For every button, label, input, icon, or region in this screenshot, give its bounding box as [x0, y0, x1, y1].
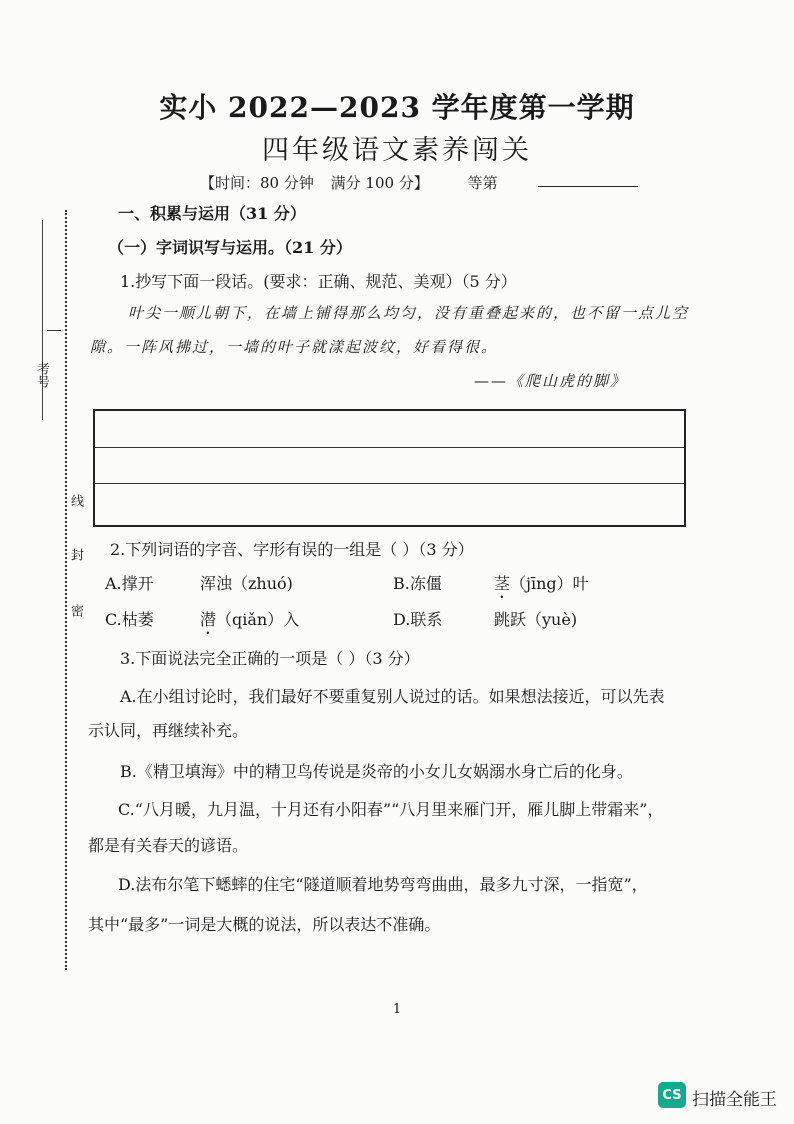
option-b-word: 茎（jīng）叶 [494, 574, 589, 593]
question-3-option-c-line2: 都是有关春天的谚语。 [88, 836, 249, 855]
question-1-passage-line1: 叶尖一顺儿朝下，在墙上铺得那么均匀，没有重叠起来的，也不留一点儿空 [128, 304, 690, 322]
question-3-option-c-line1: C.“八月暖，九月温，十月还有小阳春”“八月里来雁门开，雁儿脚上带霜来”， [118, 800, 664, 819]
question-1-passage-line2: 隙。一阵风拂过，一墙的叶子就漾起波纹，好看得很。 [90, 338, 499, 356]
option-a-word: 浑浊（zhuó) [200, 574, 293, 593]
option-d-label: D.联系 [393, 610, 443, 629]
exam-info [200, 172, 510, 193]
option-b-label: B.冻僵 [393, 574, 442, 593]
grade-label: 等第 [467, 174, 498, 192]
page-number: 1 [392, 1002, 402, 1017]
page-title: 实小 2022—2023 学年度第一学期 [159, 91, 635, 124]
section-heading: 一、积累与运用（31 分） [118, 204, 306, 223]
question-3-option-d-line1: D.法布尔笔下蟋蟀的住宅“隧道顺着地势弯弯曲曲，最多九寸深，一指宽”， [118, 875, 648, 894]
exam-number-label: 考号 [34, 362, 49, 388]
exam-score: 满分 100 分】 [330, 174, 429, 192]
scanner-brand: 扫描全能王 [692, 1090, 777, 1110]
page-subtitle: 四年级语文素养闯关 [262, 135, 532, 166]
question-1-source: ——《爬山虎的脚》 [474, 372, 628, 390]
question-3-option-b: B.《精卫填海》中的精卫鸟传说是炎帝的小女儿女娲溺水身亡后的化身。 [120, 762, 633, 781]
seal-char-line: 线 [68, 494, 83, 507]
camscanner-logo-icon: CS [658, 1082, 686, 1108]
binding-line [42, 220, 43, 420]
question-3-option-a-line1: A.在小组讨论时，我们最好不要重复别人说过的话。如果想法接近，可以先表 [120, 687, 665, 706]
option-a-label: A.撑开 [105, 574, 154, 593]
question-3-prompt: 3.下面说法完全正确的一项是（ ）（3 分） [120, 649, 420, 668]
option-c-word: 潜（qiǎn）入 [200, 610, 300, 629]
grade-blank[interactable] [538, 186, 638, 187]
question-2-prompt: 2.下列词语的字音、字形有误的一组是（ ）（3 分） [110, 540, 474, 559]
exam-number-line [47, 330, 61, 331]
question-1-prompt: 1.抄写下面一段话。(要求：正确、规范、美观）（5 分） [120, 272, 517, 291]
seal-char-seal: 封 [68, 548, 83, 561]
copy-writing-box[interactable] [93, 409, 686, 527]
writing-line [95, 483, 684, 484]
seal-dotted-line [65, 210, 67, 970]
question-3-option-a-line2: 示认同，再继续补充。 [88, 721, 249, 740]
subsection-heading: （一）字词识写与运用。（21 分） [108, 238, 352, 257]
writing-line [95, 447, 684, 448]
option-d-word: 跳跃（yuè) [494, 610, 578, 629]
question-3-option-d-line2: 其中“最多”一词是大概的说法，所以表达不准确。 [88, 915, 441, 934]
exam-time: 【时间：80 分钟 [200, 174, 314, 192]
seal-char-secret: 密 [68, 604, 83, 617]
option-c-label: C.枯萎 [105, 610, 154, 629]
